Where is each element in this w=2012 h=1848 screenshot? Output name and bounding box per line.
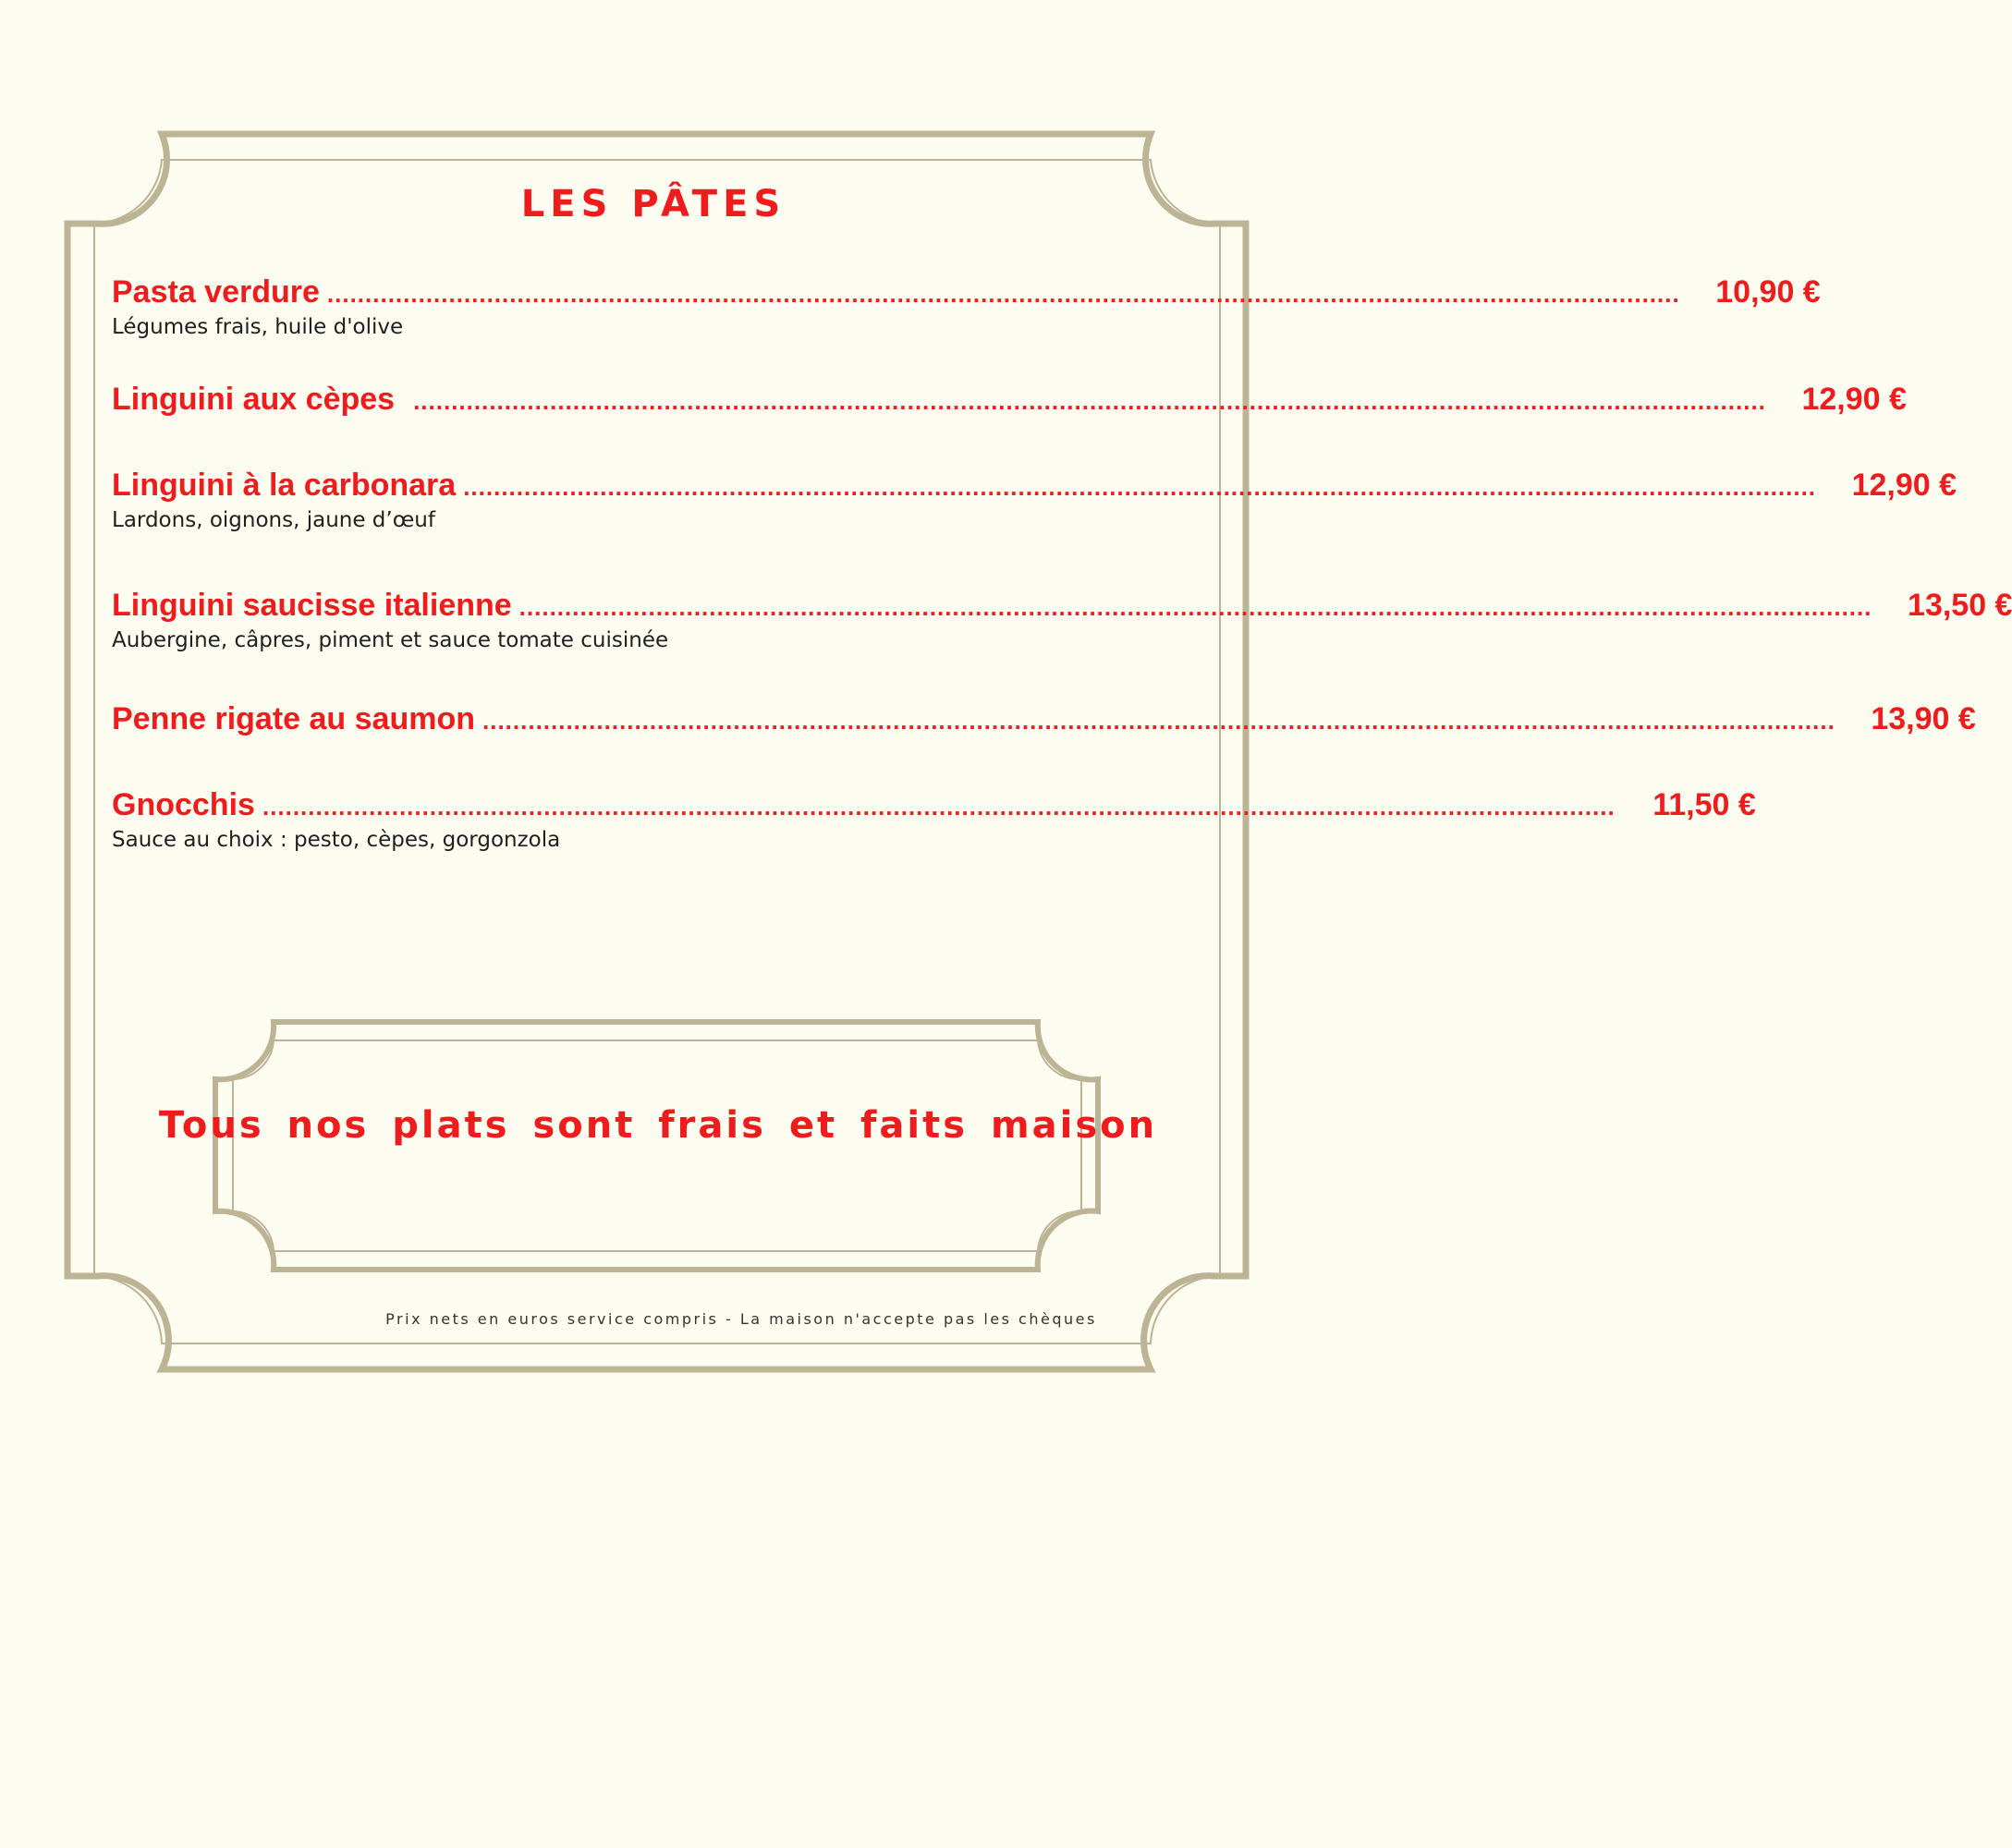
- item-name: Linguini à la carbonara: [112, 468, 457, 503]
- item-price: 11,50 €: [1652, 787, 1756, 822]
- menu-item-linguini-cepes: [112, 382, 1907, 422]
- footer-note: Prix nets en euros service compris - La maison n'accepte pas les chèques: [385, 1310, 1097, 1328]
- menu-title: LES PÂTES: [520, 183, 787, 225]
- item-name: Linguini aux cèpes: [112, 382, 396, 417]
- item-description: Lardons, oignons, jaune d’œuf: [112, 508, 435, 532]
- item-price: 13,90 €: [1871, 701, 1976, 736]
- menu-item-gnocchis: [112, 787, 1756, 852]
- motto-text: Tous nos plats sont frais et faits maison: [158, 1104, 1158, 1147]
- dotted-leader: ..................................................................................................................................................................................: [482, 707, 1835, 735]
- item-name: Penne rigate au saumon: [112, 701, 475, 736]
- item-price: 10,90 €: [1715, 274, 1821, 310]
- menu-item-penne-saumon: [112, 701, 1976, 742]
- item-description: Sauce au choix : pesto, cèpes, gorgonzola: [112, 828, 561, 852]
- dotted-leader: ..................................................................................................................................................................................: [413, 387, 1766, 415]
- dotted-leader: ..................................................................................................................................................................................: [326, 280, 1680, 308]
- item-price: 12,90 €: [1801, 382, 1907, 417]
- item-price: 13,50 €: [1908, 588, 2012, 623]
- dotted-leader: ..................................................................................................................................................................................: [262, 793, 1616, 821]
- item-description: Légumes frais, huile d'olive: [112, 315, 404, 339]
- menu-item-linguini-carbonara: [112, 468, 1957, 532]
- item-price: 12,90 €: [1851, 468, 1957, 503]
- dotted-leader: ..................................................................................................................................................................................: [463, 473, 1817, 501]
- menu-item-pasta-verdure: [112, 274, 1821, 339]
- item-name: Linguini saucisse italienne: [112, 588, 512, 623]
- dotted-leader: ..................................................................................................................................................................................: [518, 593, 1872, 621]
- item-name: Pasta verdure: [112, 274, 320, 310]
- menu-item-linguini-saucisse: [112, 588, 2012, 652]
- item-name: Gnocchis: [112, 787, 255, 822]
- item-description: Aubergine, câpres, piment et sauce tomate cuisinée: [112, 628, 669, 652]
